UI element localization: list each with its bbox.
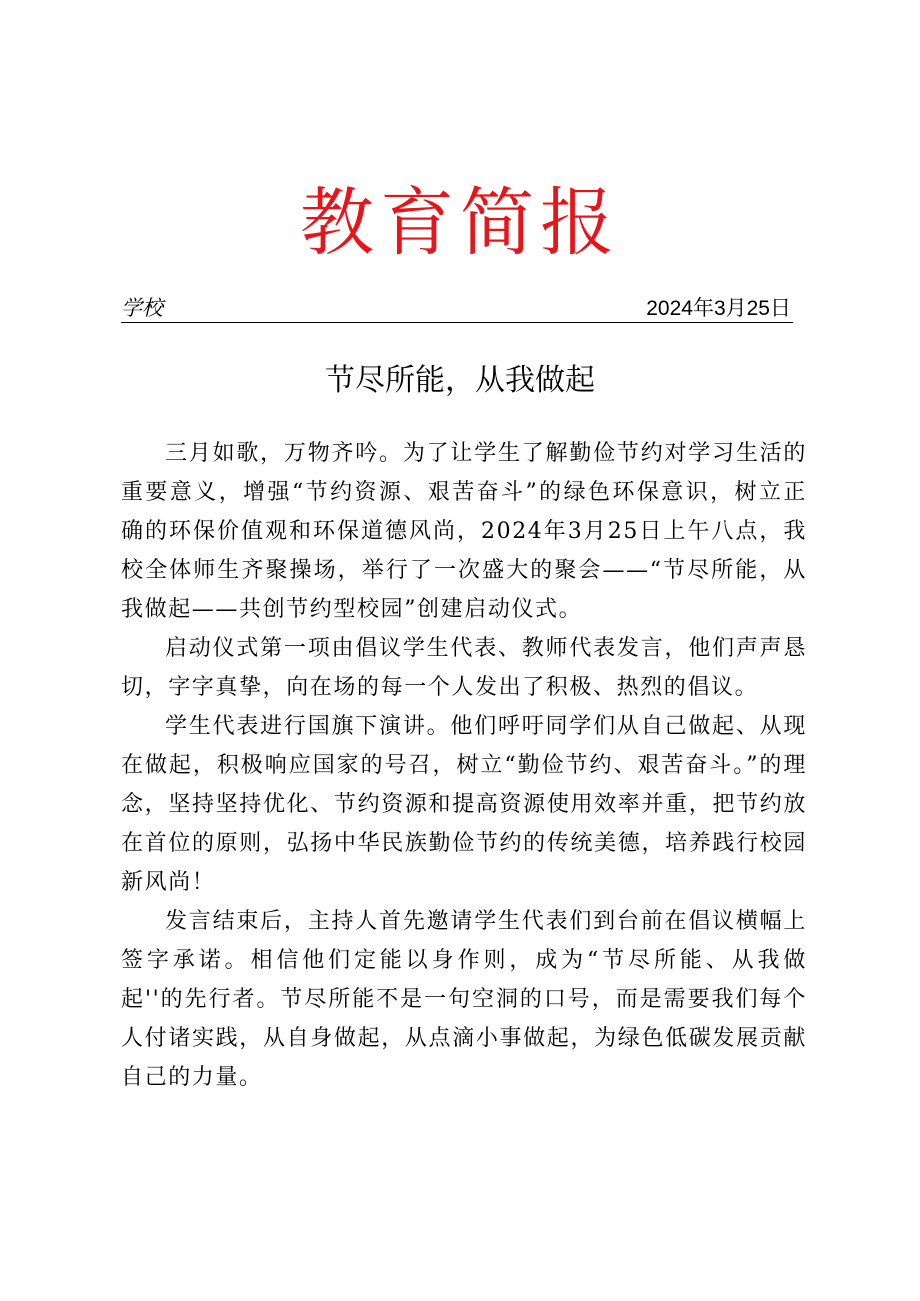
paragraph: 启动仪式第一项由倡议学生代表、教师代表发言，他们声声恳切，字字真挚，向在场的每一个人发出了积极、热烈的倡议。 [121, 636, 807, 700]
meta-line [121, 296, 793, 323]
article-body [121, 434, 807, 1097]
paragraph: 发言结束后，主持人首先邀请学生代表们到台前在倡议横幅上签字承诺。相信他们定能以身作则，成为“节尽所能、从我做起''的先行者。节尽所能不是一句空洞的口号，而是需要我们每个人付诸实践，从自身做起，从点滴小事做起，为绿色低碳发展贡献自己的力量。 [121, 909, 807, 1090]
paragraph: 三月如歌，万物齐吟。为了让学生了解勤俭节约对学习生活的重要意义，增强“节约资源、艰苦奋斗”的绿色环保意识，树立正确的环保价值观和环保道德风尚，2024年3月25日上午八点，我校全体师生齐聚操场，举行了一次盛大的聚会——“节尽所能，从我做起——共创节约型校园”创建启动仪式。 [121, 441, 807, 622]
school-label: 学校 [121, 297, 163, 320]
issue-date: 2024年3月25日 [646, 297, 791, 320]
article-title: 节尽所能，从我做起 [325, 363, 595, 398]
newsletter-masthead: 教育简报 [300, 180, 620, 266]
paragraph: 学生代表进行国旗下演讲。他们呼吁同学们从自己做起、从现在做起，积极响应国家的号召，树立“勤俭节约、艰苦奋斗。”的理念，坚持坚持优化、节约资源和提高资源使用效率并重，把节约放在首位的原则，弘扬中华民族勤俭节约的传统美德，培养践行校园新风尚！ [121, 714, 807, 895]
